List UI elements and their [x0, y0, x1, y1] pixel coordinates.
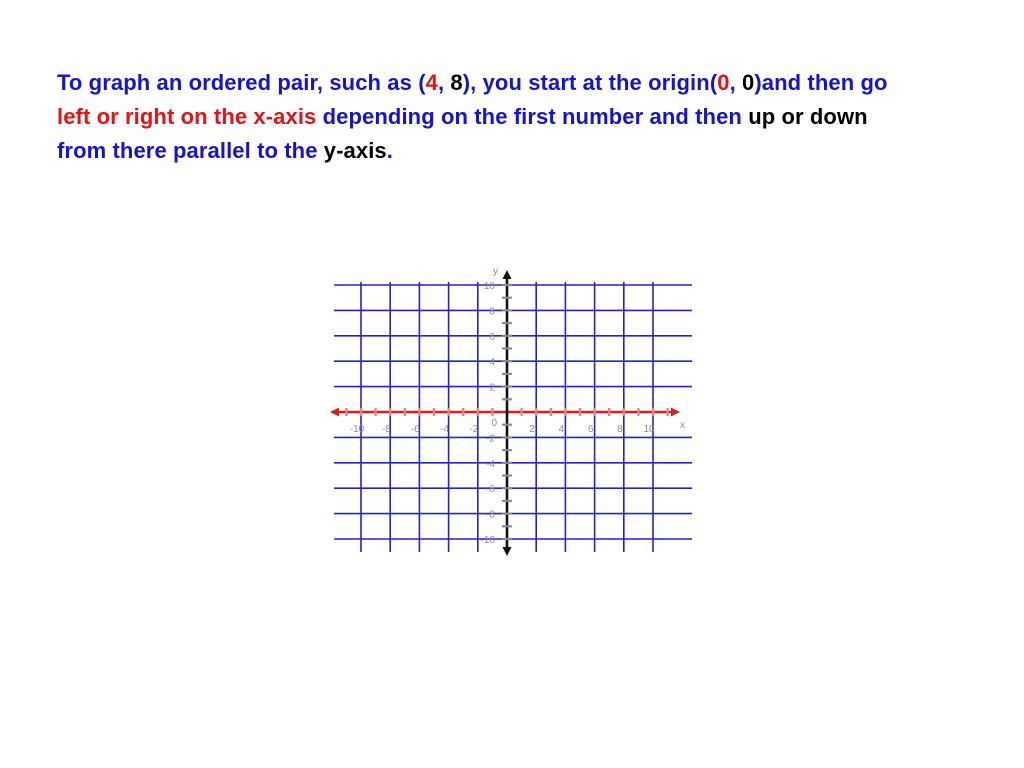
x-axis-arrow-right — [671, 408, 680, 417]
text-segment: ), you start at the origin — [462, 70, 710, 95]
text-segment: To graph an ordered pair, such as ( — [57, 70, 426, 95]
text-segment: up or down — [748, 104, 868, 129]
text-segment: depending on the first number and then — [316, 104, 749, 129]
y-axis-arrow-down — [503, 547, 512, 556]
x-axis-arrow-left — [330, 408, 339, 417]
x-tick-label: 6 — [587, 424, 594, 435]
y-tick-label: -8 — [486, 509, 495, 521]
y-tick-label: -2 — [486, 433, 495, 445]
y-tick-label: 6 — [489, 331, 495, 343]
text-segment: , — [437, 70, 451, 95]
y-tick-label: 8 — [489, 306, 495, 318]
instruction-text — [57, 66, 907, 168]
x-tick-label: -4 — [440, 424, 450, 435]
text-segment: 4 — [425, 70, 438, 95]
x-tick-label: 10 — [643, 424, 655, 435]
text-segment: 8 — [450, 70, 463, 95]
text-segment: axis — [343, 138, 387, 163]
text-segment: from there parallel to the — [57, 138, 324, 163]
y-tick-label: 4 — [489, 357, 495, 369]
y-tick-label: -4 — [486, 458, 495, 470]
x-tick-label: -10 — [349, 424, 365, 435]
x-tick-label: -2 — [469, 424, 479, 435]
text-segment: y- — [323, 138, 344, 163]
origin-label: 0 — [491, 418, 497, 429]
y-axis-arrow-up — [503, 270, 512, 279]
text-segment: left or right on the x-axis — [57, 104, 317, 129]
x-tick-label: 4 — [558, 424, 565, 435]
x-tick-label: -6 — [410, 424, 420, 435]
text-segment: )and then go — [754, 70, 888, 95]
x-tick-label: 8 — [617, 424, 623, 435]
text-segment: ( — [709, 70, 718, 95]
x-tick-label: 2 — [529, 424, 535, 435]
coordinate-plane — [326, 262, 696, 562]
text-segment: 0 — [742, 70, 755, 95]
x-tick-label: -8 — [381, 424, 391, 435]
y-axis-label: y — [493, 266, 498, 277]
text-segment: , — [729, 70, 743, 95]
y-tick-label: -6 — [486, 484, 495, 496]
text-segment: . — [386, 138, 393, 163]
x-axis-label: x — [680, 420, 685, 431]
y-tick-label: 10 — [483, 281, 495, 292]
y-tick-label: -10 — [480, 535, 495, 546]
text-segment: 0 — [717, 70, 730, 95]
y-tick-label: 2 — [489, 382, 495, 394]
